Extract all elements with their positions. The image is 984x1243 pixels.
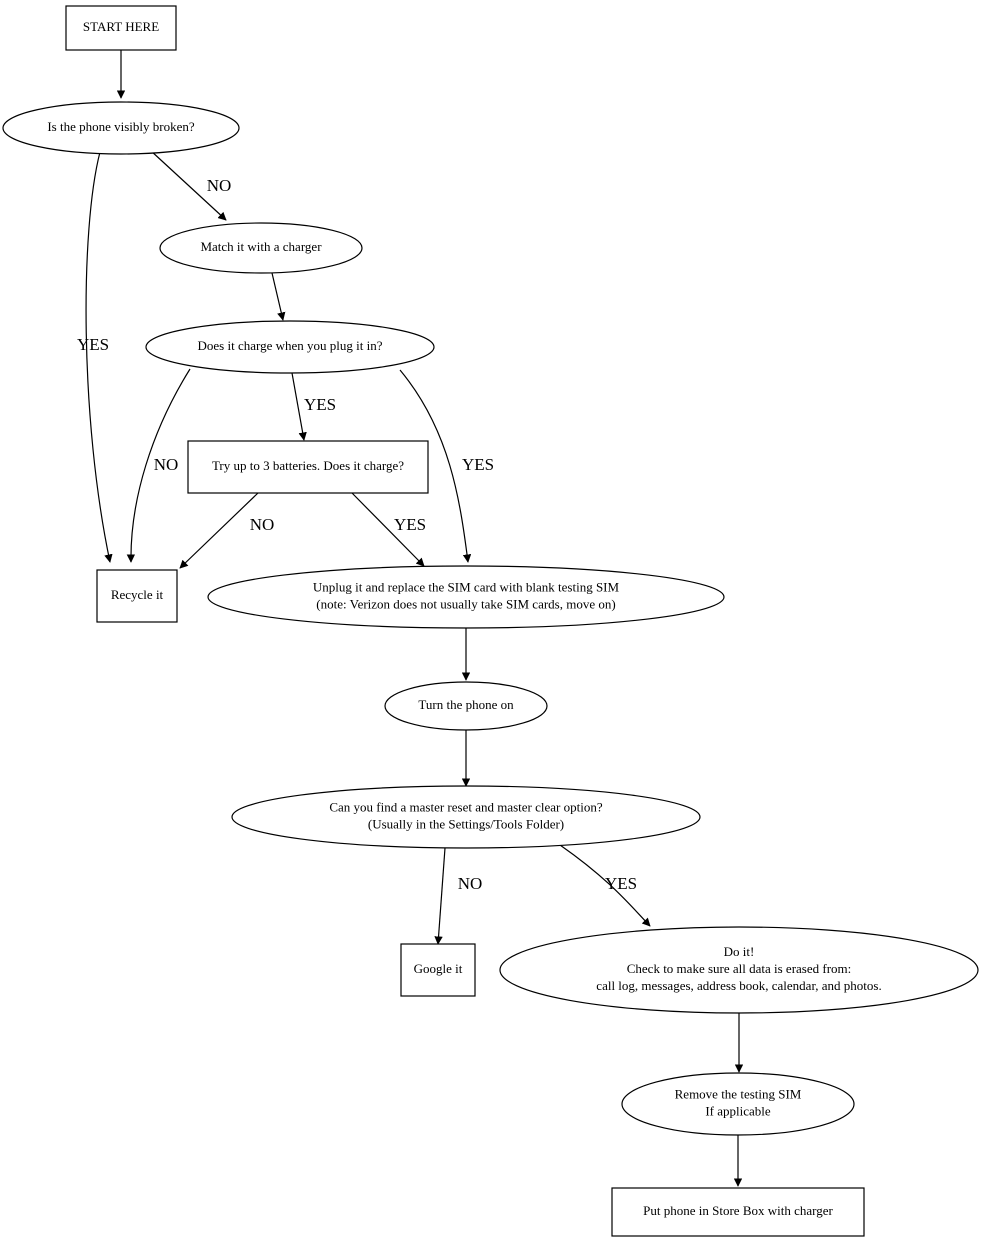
node-label-do_it: Do it! bbox=[723, 943, 755, 959]
edge-label-master_reset-do_it: YES bbox=[604, 873, 638, 893]
edge-label-visibly_broken-match_charger: NO bbox=[206, 175, 232, 195]
node-label-does_it_charge: Does it charge when you plug it in? bbox=[197, 337, 383, 353]
node-store_box[interactable] bbox=[612, 1188, 864, 1236]
edge-label-does_it_charge-recycle: NO bbox=[153, 454, 179, 474]
node-master_reset[interactable] bbox=[232, 786, 700, 848]
edge-label-visibly_broken-recycle: YES bbox=[76, 334, 110, 354]
edge-labels-layer bbox=[77, 176, 637, 893]
edge-does_it_charge-to-try_batteries bbox=[292, 373, 304, 440]
node-label-store_box: Put phone in Store Box with charger bbox=[643, 1202, 833, 1218]
node-label-master_reset: Can you find a master reset and master clear option? bbox=[329, 799, 603, 815]
node-google_it[interactable] bbox=[401, 944, 475, 996]
node-unplug_sim[interactable] bbox=[208, 566, 724, 628]
edge-visibly_broken-to-recycle bbox=[86, 152, 110, 562]
node-label-start: START HERE bbox=[82, 18, 160, 34]
node-label-master_reset: (Usually in the Settings/Tools Folder) bbox=[367, 816, 565, 832]
edge-label-does_it_charge-try_batteries: YES bbox=[303, 394, 337, 414]
node-label-do_it: Check to make sure all data is erased from: bbox=[626, 960, 852, 976]
node-start[interactable] bbox=[66, 6, 176, 50]
node-label-recycle: Recycle it bbox=[110, 586, 164, 602]
nodes-layer bbox=[3, 6, 978, 1236]
node-does_it_charge[interactable] bbox=[146, 321, 434, 373]
node-label-unplug_sim: Unplug it and replace the SIM card with blank testing SIM bbox=[312, 579, 620, 595]
node-label-match_charger: Match it with a charger bbox=[200, 238, 322, 254]
edge-master_reset-to-google_it bbox=[438, 848, 445, 944]
node-label-do_it: call log, messages, address book, calendar, and photos. bbox=[596, 977, 882, 993]
edge-label-try_batteries-unplug_sim: YES bbox=[393, 514, 427, 534]
edge-match_charger-to-does_it_charge bbox=[272, 273, 283, 320]
node-label-google_it: Google it bbox=[413, 960, 463, 976]
node-label-unplug_sim: (note: Verizon does not usually take SIM cards, move on) bbox=[316, 596, 616, 612]
node-label-remove_sim: Remove the testing SIM bbox=[674, 1086, 802, 1102]
node-label-remove_sim: If applicable bbox=[705, 1103, 771, 1119]
node-label-visibly_broken: Is the phone visibly broken? bbox=[47, 118, 195, 134]
node-turn_on[interactable] bbox=[385, 682, 547, 730]
node-match_charger[interactable] bbox=[160, 223, 362, 273]
node-label-try_batteries: Try up to 3 batteries. Does it charge? bbox=[211, 457, 405, 473]
edge-label-master_reset-google_it: NO bbox=[457, 873, 483, 893]
node-visibly_broken[interactable] bbox=[3, 102, 239, 154]
node-remove_sim[interactable] bbox=[622, 1073, 854, 1135]
node-recycle[interactable] bbox=[97, 570, 177, 622]
node-label-turn_on: Turn the phone on bbox=[418, 696, 514, 712]
node-do_it[interactable] bbox=[500, 927, 978, 1013]
edge-label-try_batteries-recycle: NO bbox=[249, 514, 275, 534]
edge-try_batteries-to-recycle bbox=[180, 493, 258, 568]
node-try_batteries[interactable] bbox=[188, 441, 428, 493]
edge-label-does_it_charge-unplug_sim: YES bbox=[461, 454, 495, 474]
